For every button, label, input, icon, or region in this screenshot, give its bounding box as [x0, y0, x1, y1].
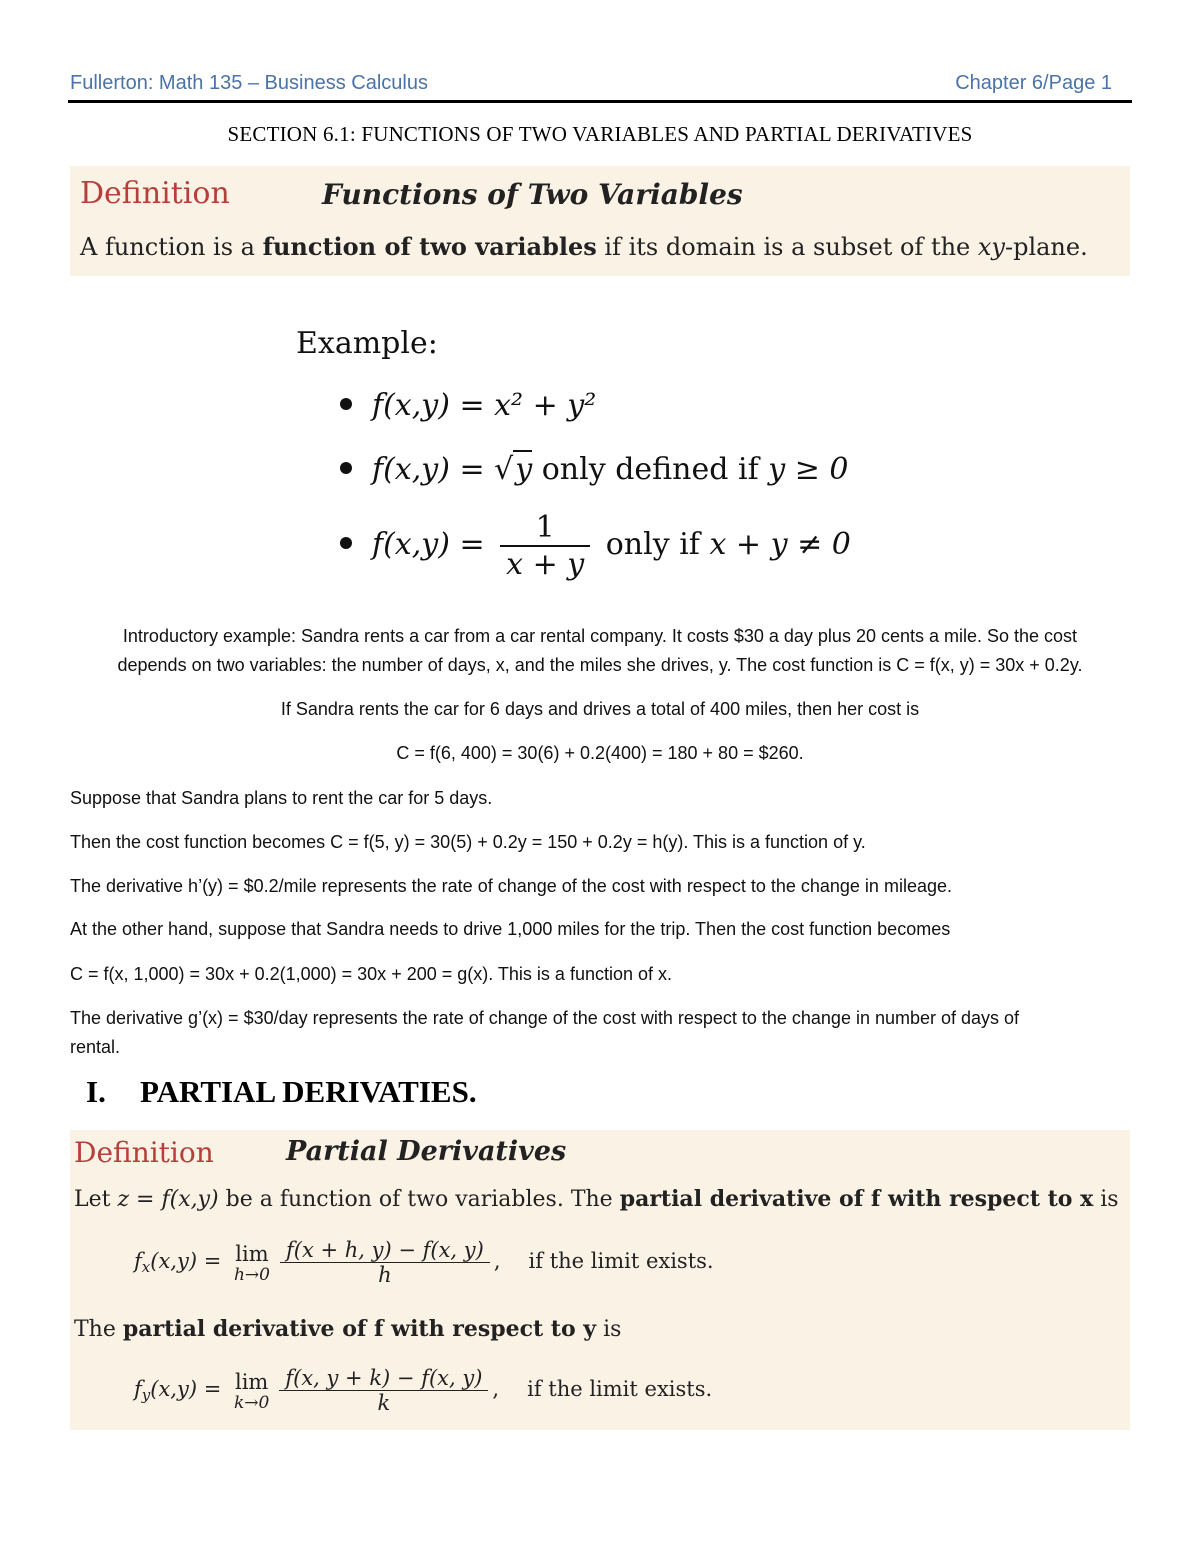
formula-partial-x: $f_x(x,y)$ = lim h→0 $\frac{f(x + h, y) - f(x, y)}{h}$ , if the limit exists. [134, 1238, 714, 1287]
bullet-icon [340, 462, 352, 474]
limit-label: lim [235, 1241, 269, 1266]
formula-f: f [134, 1249, 142, 1273]
definition-label: Definition [80, 176, 230, 211]
text-part: Let [74, 1187, 118, 1212]
formula-args: (x,y) = [150, 1377, 228, 1401]
example-bullet-3 [340, 510, 851, 582]
text-part: is [596, 1317, 622, 1342]
example-formula-1: f(x,y) = x² + y² [372, 388, 597, 423]
example-bullet-2: f(x,y) = √y only defined if y ≥ 0 [340, 450, 848, 487]
definition-box-partial-derivatives [70, 1130, 1130, 1430]
header-divider [68, 100, 1132, 103]
text-part: The [74, 1317, 123, 1342]
example-formula-2-condition-math: y ≥ 0 [768, 452, 849, 487]
limit-condition: if the limit exists. [527, 1377, 713, 1401]
definition-box-functions-two-variables [70, 166, 1130, 276]
intro-paragraph [70, 622, 1130, 680]
definition-text-part: -plane. [1004, 233, 1088, 261]
difference-quotient [280, 1238, 490, 1287]
text-bold: partial derivative of f with respect to x [619, 1186, 1094, 1212]
bullet-icon [340, 398, 352, 410]
example-formula-3-lhs: f(x,y) = [372, 527, 495, 562]
definition-text-variable: xy [977, 233, 1005, 261]
limit-operator [234, 1370, 269, 1412]
formula-f: f [134, 1377, 142, 1401]
fraction-denominator: x + y [506, 547, 585, 582]
header-page-number: Chapter 6/Page 1 [955, 72, 1112, 94]
difference-quotient [279, 1366, 488, 1415]
example-formula-2-condition: only defined if [532, 452, 769, 487]
definition-partial-x-intro [74, 1186, 1119, 1212]
limit-subscript: h→0 [233, 1264, 270, 1285]
example-cost-calculation: C = f(6, 400) = 30(6) + 0.2(400) = 180 + 80 = $260. [396, 743, 804, 763]
definition-text [80, 232, 1088, 261]
fraction-numerator: f(x + h, y) − f(x, y) [280, 1238, 490, 1263]
paragraph-derivative-h: The derivative h’(y) = $0.2/mile represents the rate of change of the cost with respect to the change in mileage. [70, 876, 952, 896]
bullet-icon [340, 537, 352, 549]
paragraph-derivative-g-line-2: rental. [70, 1037, 121, 1057]
paragraph-cost-function-x: C = f(x, 1,000) = 30x + 0.2(1,000) = 30x + 200 = g(x). This is a function of x. [70, 964, 672, 984]
example-formula-2-lhs: f(x,y) = [372, 452, 495, 487]
header-course-title: Fullerton: Math 135 – Business Calculus [70, 72, 428, 94]
fraction-numerator: f(x, y + k) − f(x, y) [279, 1366, 488, 1391]
paragraph-five-days: Suppose that Sandra plans to rent the car for 5 days. [70, 788, 493, 808]
paragraph-cost-function-y: Then the cost function becomes C = f(5, y) = 30(5) + 0.2y = 150 + 0.2y = h(y). This is a function of y. [70, 832, 866, 852]
definition-partial-y-intro [74, 1316, 621, 1342]
formula-subscript: x [141, 1258, 151, 1276]
limit-operator [234, 1242, 270, 1284]
definition-text-part: if its domain is a subset of the [596, 233, 978, 261]
text-bold: partial derivative of f with respect to y [122, 1316, 597, 1342]
definition-text-bold: function of two variables [262, 232, 597, 261]
limit-label: lim [234, 1369, 269, 1394]
example-formula-3-condition: only if [605, 527, 710, 562]
text-part: is [1093, 1187, 1119, 1212]
example-label: Example: [296, 326, 438, 361]
partial-derivatives-heading [86, 1074, 477, 1110]
limit-condition: if the limit exists. [528, 1249, 714, 1273]
heading-number: I. [86, 1074, 106, 1109]
limit-subscript: k→0 [233, 1392, 270, 1413]
example-formula-2-radicand: y [515, 452, 533, 487]
formula-args: (x,y) = [150, 1249, 228, 1273]
definition-name: Partial Derivatives [286, 1136, 567, 1167]
fraction-denominator: k [377, 1391, 391, 1415]
formula-partial-y: $f_y(x,y)$ = lim k→0 $\frac{f(x, y + k) - f(x, y)}{k}$ , if the limit exists. [134, 1366, 713, 1415]
definition-name: Functions of Two Variables [322, 178, 743, 211]
example-formula-3-condition-math: x + y ≠ 0 [709, 527, 851, 562]
heading-title: PARTIAL DERIVATIES. [140, 1074, 477, 1109]
fraction-numerator: 1 [500, 510, 590, 547]
example-cost-statement: If Sandra rents the car for 6 days and drives a total of 400 miles, then her cost is [280, 699, 920, 719]
intro-line-1: Introductory example: Sandra rents a car from a car rental company. It costs $30 a day plus 20 cents a mile. So the cost [122, 626, 1078, 646]
definition-label: Definition [74, 1136, 214, 1169]
example-bullet-1 [340, 388, 596, 423]
text-math: z = f(x,y) [117, 1187, 219, 1212]
paragraph-fixed-miles: At the other hand, suppose that Sandra needs to drive 1,000 miles for the trip. Then the cost function becomes [70, 919, 951, 939]
text-part: be a function of two variables. The [218, 1187, 620, 1212]
section-title: SECTION 6.1: FUNCTIONS OF TWO VARIABLES AND PARTIAL DERIVATIVES [227, 122, 973, 146]
paragraph-derivative-g-line-1: The derivative g’(x) = $30/day represents the rate of change of the cost with respect to the change in number of days of [70, 1008, 1020, 1028]
definition-text-part: A function is a [80, 233, 263, 261]
paragraph-derivative-g [70, 1004, 1130, 1062]
page-header [70, 72, 1130, 102]
formula-subscript: y [141, 1386, 151, 1404]
example-formula-3-fraction [500, 510, 590, 582]
fraction-denominator: h [378, 1263, 392, 1287]
intro-line-2: depends on two variables: the number of days, x, and the miles she drives, y. The cost function is C = f(x, y) = 30x + 0.2y. [117, 655, 1083, 675]
